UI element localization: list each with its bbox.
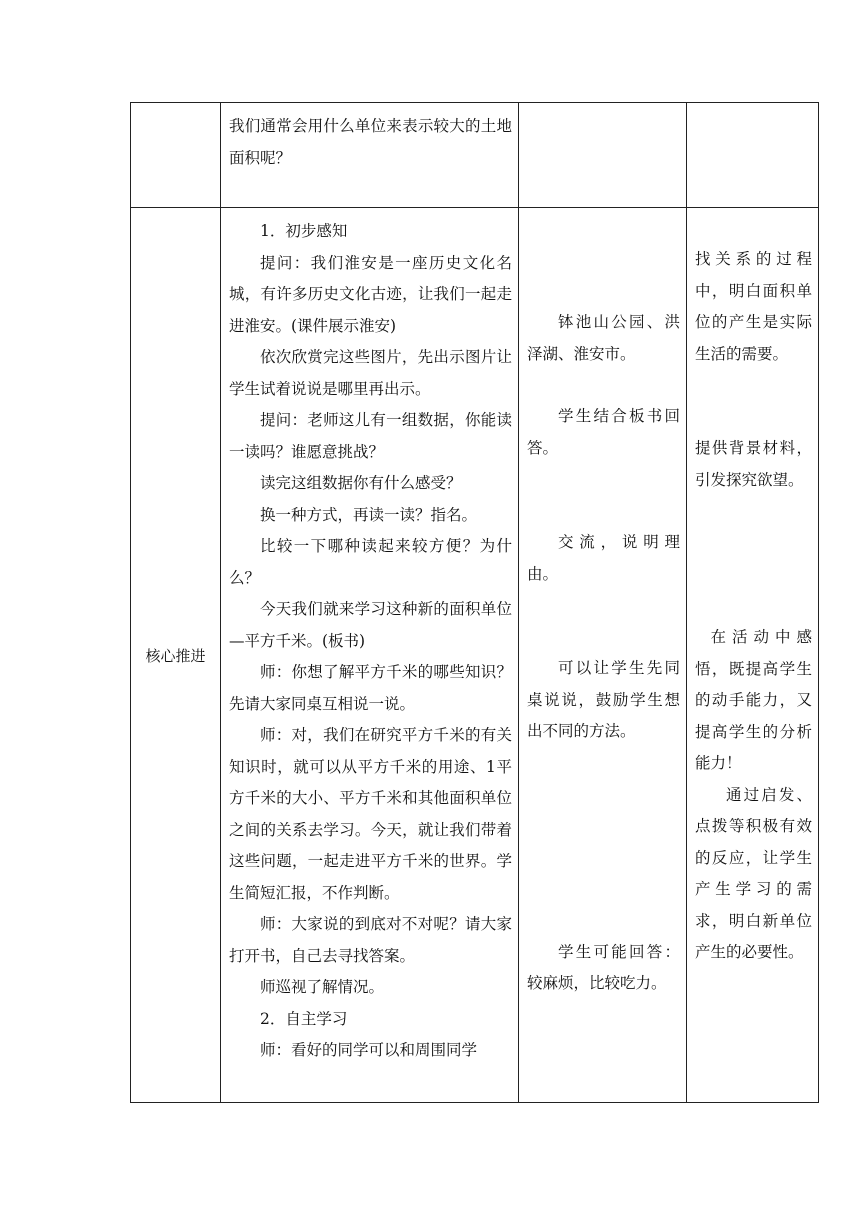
table-row	[131, 208, 819, 1103]
teacher-text: 我们通常会用什么单位来表示较大的土地面积呢？	[229, 117, 512, 167]
intent-text: 提供背景材料，引发探究欲望。	[695, 439, 812, 489]
teacher-activity-cell	[221, 103, 519, 208]
teacher-activity-cell	[221, 208, 519, 1103]
intent-text: 在活动中感悟，既提高学生的动手能力，又提高学生的分析能力！	[695, 628, 812, 772]
teacher-text: 师：对，我们在研究平方千米的有关知识时，就可以从平方千米的用途、1平方千米的大小、平方千米和其他面积单位之间的关系去学习。今天，就让我们带着这些问题，一起走进平方千米的世界。学生简短汇报，不作判断。	[229, 726, 512, 902]
lesson-plan-table	[130, 102, 819, 1103]
teacher-text: 1．初步感知	[260, 222, 348, 240]
student-activity-cell	[519, 208, 687, 1103]
design-intent-cell	[687, 208, 819, 1103]
student-text: 学生结合板书回答。	[527, 407, 680, 457]
student-text: 钵池山公园、洪泽湖、淮安市。	[527, 313, 680, 363]
student-text: 交流，说明理由。	[527, 533, 680, 583]
teacher-text: 师巡视了解情况。	[260, 978, 385, 996]
teacher-text: 师：你想了解平方千米的哪些知识？先请大家同桌互相说一说。	[229, 663, 512, 713]
teacher-text: 师：看好的同学可以和周围同学	[260, 1041, 478, 1059]
teacher-text: 依次欣赏完这些图片，先出示图片让学生试着说说是哪里再出示。	[229, 348, 512, 398]
stage-cell: 核心推进	[131, 208, 221, 1103]
teacher-text: 提问：我们淮安是一座历史文化名城，有许多历史文化古迹，让我们一起走进淮安。(课件展示淮安)	[229, 253, 512, 335]
student-text: 学生可能回答：较麻烦，比较吃力。	[527, 942, 680, 992]
teacher-text: 比较一下哪种读起来较方便？为什么？	[229, 537, 512, 587]
teacher-text: 今天我们就来学习这种新的面积单位—平方千米。(板书)	[229, 600, 512, 650]
student-activity-cell	[519, 103, 687, 208]
teacher-text: 换一种方式，再读一读？指名。	[260, 505, 478, 524]
teacher-text: 师：大家说的到底对不对呢？请大家打开书，自己去寻找答案。	[229, 915, 512, 965]
design-intent-cell	[687, 103, 819, 208]
student-text: 可以让学生先同桌说说，鼓励学生想出不同的方法。	[527, 659, 680, 740]
table-row	[131, 103, 819, 208]
teacher-text: 2．自主学习	[260, 1009, 348, 1028]
teacher-text: 读完这组数据你有什么感受？	[260, 474, 462, 492]
teacher-text: 提问：老师这儿有一组数据，你能读一读吗？谁愿意挑战？	[229, 411, 512, 461]
intent-text: 找关系的过程中，明白面积单位的产生是实际生活的需要。	[695, 250, 812, 363]
intent-text: 通过启发、点拨等积极有效的反应，让学生产生学习的需求，明白新单位产生的必要性。	[695, 785, 812, 961]
stage-cell	[131, 103, 221, 208]
